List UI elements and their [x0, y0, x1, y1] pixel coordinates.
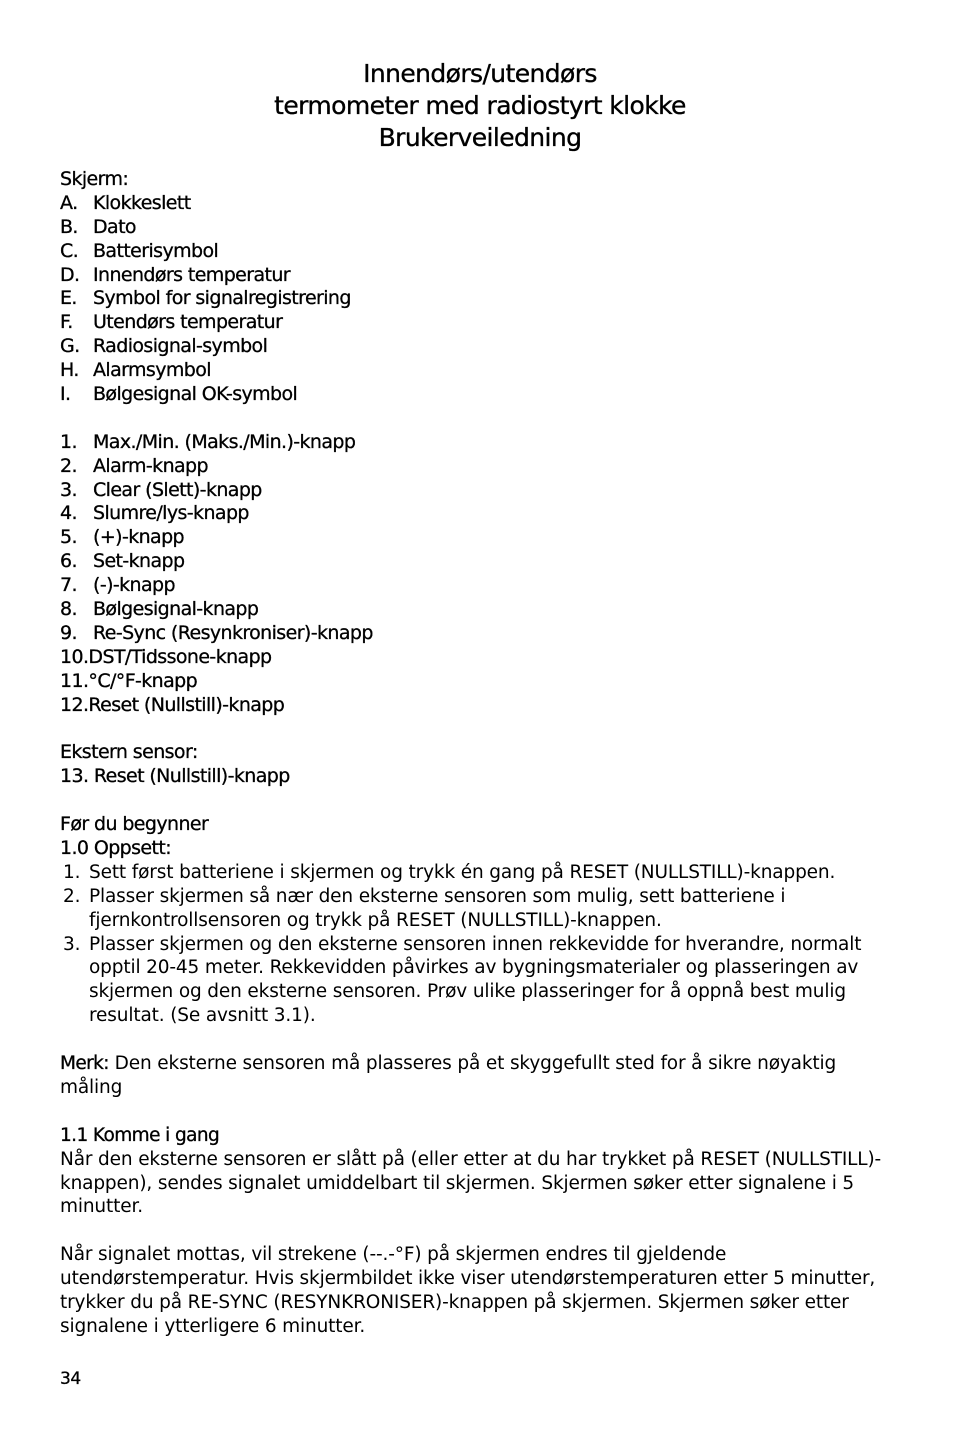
title-line-1: Innendørs/utendørs	[363, 59, 597, 88]
list-item: 9. Re-Sync (Resynkroniser)-knapp	[60, 621, 373, 644]
note-paragraph	[60, 1052, 900, 1100]
list-item: 2. Plasser skjermen så nær den eksterne sensoren som mulig, sett batteriene i fjernkontrollsensoren og trykk på RESET (NULLSTILL)-knappen.	[63, 885, 786, 931]
list-item: F. Utendørs temperatur	[60, 311, 283, 334]
list-item: 1. Sett først batteriene i skjermen og trykk én gang på RESET (NULLSTILL)-knappen.	[63, 861, 836, 883]
getting-started-paragraph-1: Når den eksterne sensoren er slått på (eller etter at du har trykket på RESET (NULLSTILL)-knappen), sendes signalet umiddelbart til skjermen. Skjermen søker etter signalene i 5 minutter.	[60, 1148, 882, 1218]
list-item: B. Dato	[60, 215, 136, 238]
list-item: E. Symbol for signalregistrering	[60, 287, 351, 310]
sensor-heading: Ekstern sensor:	[60, 741, 198, 764]
screen-heading: Skjerm:	[60, 168, 129, 190]
list-item: 7. (-)-knapp	[60, 574, 175, 597]
list-item: 2. Alarm-knapp	[60, 454, 208, 477]
getting-started-heading: 1.1 Komme i gang	[60, 1124, 220, 1146]
list-item: 1. Max./Min. (Maks./Min.)-knapp	[60, 430, 356, 453]
list-item: H. Alarmsymbol	[60, 359, 211, 382]
getting-started-paragraph-2: Når signalet mottas, vil strekene (--.-°F) på skjermen endres til gjeldende utendørstemperatur. Hvis skjermbildet ikke viser utendørstemperaturen etter 5 minutter, trykker du på RE-SYNC (RESYNKRONISER)-knappen på skjermen. Skjermen søker etter signalene i ytterligere 6 minutter.	[60, 1244, 876, 1337]
buttons-list	[60, 431, 900, 718]
title-line-3: Brukerveiledning	[378, 123, 582, 152]
list-item: C. Batterisymbol	[60, 239, 219, 262]
screen-parts-list	[60, 192, 900, 407]
list-item: 3. Clear (Slett)-knapp	[60, 478, 262, 501]
list-item: 12.Reset (Nullstill)-knapp	[60, 693, 285, 716]
list-item: 8. Bølgesignal-knapp	[60, 598, 259, 621]
list-item: D. Innendørs temperatur	[60, 263, 291, 286]
sensor-item: 13. Reset (Nullstill)-knapp	[60, 765, 290, 788]
list-item: A. Klokkeslett	[60, 191, 191, 214]
document-page	[60, 58, 900, 1339]
list-item: I. Bølgesignal OK-symbol	[60, 383, 298, 406]
title-line-2: termometer med radiostyrt klokke	[274, 91, 686, 120]
section-heading: Før du begynner	[60, 813, 209, 836]
screen-section	[60, 168, 900, 861]
page-number: 34	[60, 1369, 81, 1389]
list-item: 10.DST/Tidssone-knapp	[60, 645, 272, 668]
list-item: 6. Set-knapp	[60, 550, 185, 573]
list-item: 11.°C/°F-knapp	[60, 669, 198, 692]
document-title	[60, 58, 900, 154]
list-item: 4. Slumre/lys-knapp	[60, 502, 249, 525]
subsection-heading: 1.0 Oppsett:	[60, 836, 172, 859]
list-item: 3. Plasser skjermen og den eksterne sensoren innen rekkevidde for hverandre, normalt opptil 20-45 meter. Rekkevidden påvirkes av bygningsmaterialer og plasseringen av skjermen og den eksterne sensoren. Prøv ulike plasseringer for å oppnå best mulig resultat. (Se avsnitt 3.1).	[63, 933, 862, 1027]
list-item: 5. (+)-knapp	[60, 526, 185, 549]
note-label: Merk:	[60, 1053, 109, 1075]
list-item: G. Radiosignal-symbol	[60, 335, 268, 358]
setup-steps-list	[60, 861, 900, 1028]
note-text: Den eksterne sensoren må plasseres på et skyggefullt sted for å sikre nøyaktig måling	[60, 1053, 837, 1098]
